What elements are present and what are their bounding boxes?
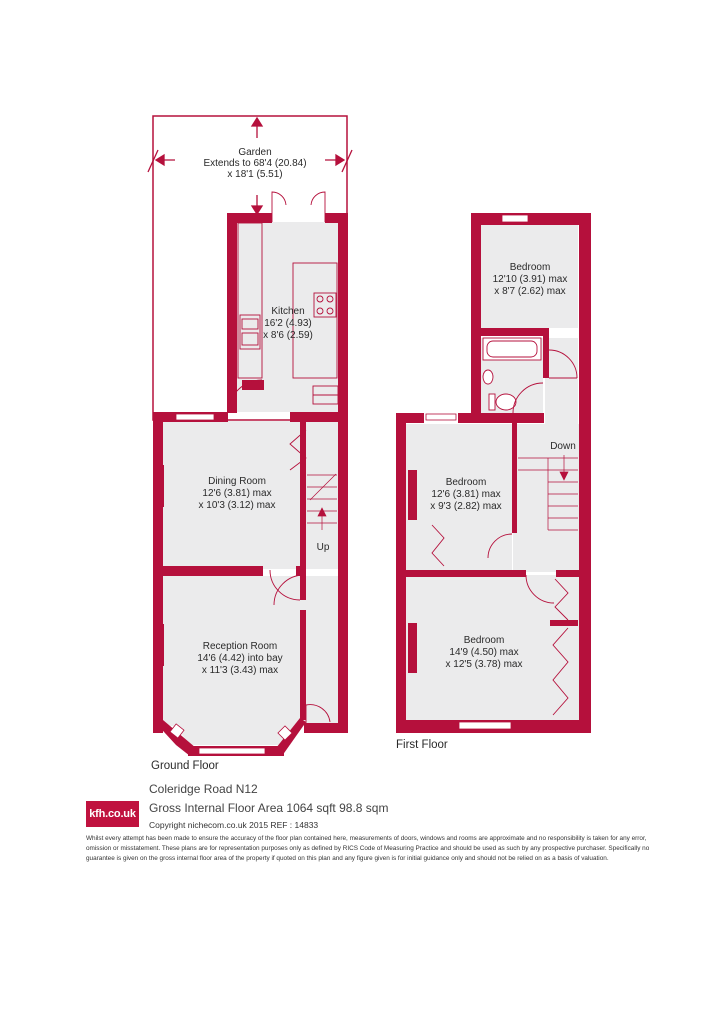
disclaimer-text: Whilst every attempt has been made to ensure the accuracy of the floor plan contained here, measurements of doors, windows and rooms are approximate and no responsibility is taken for any error, omission or misstatement. These plans are for representation purposes only as defined by RICS Code of Measuring Practice and should be used as such by any prospective purchaser. Specifically no guarantee is given on the gross internal floor area of the property if quoted on this plan and any figure given is for initial guidance only and should not be relied on as a basis of valuation. (86, 835, 650, 863)
reception-room-name: Reception Room (202, 641, 278, 652)
middle-bedroom-dimension-1: 12'6 (3.81) max (431, 489, 501, 500)
ground-floor-plan (148, 116, 352, 756)
middle-bedroom-dimension-2: x 9'3 (2.82) max (430, 501, 502, 512)
kfh-logo: kfh.co.uk (86, 801, 139, 827)
rear-bedroom-dimension-2: x 8'7 (2.62) max (494, 286, 566, 297)
front-bedroom-name: Bedroom (463, 635, 505, 646)
front-bedroom-dimension-1: 14'9 (4.50) max (449, 647, 519, 658)
landing-upper-floor (545, 338, 578, 424)
dining-room-name: Dining Room (208, 476, 266, 487)
kitchen-dimension-2: x 8'6 (2.59) (263, 330, 313, 341)
property-address: Coleridge Road N12 (149, 782, 258, 796)
stairs-up-label: Up (316, 542, 330, 553)
rear-bedroom-dimension-1: 12'10 (3.91) max (492, 274, 568, 285)
first-floor-plan (396, 213, 591, 733)
dining-room-dimension-2: x 10'3 (3.12) max (198, 500, 276, 511)
kitchen-name: Kitchen (271, 306, 305, 317)
kitchen-dimension-1: 16'2 (4.93) (264, 318, 312, 329)
garden-name: Garden (238, 147, 272, 158)
rear-bedroom-name: Bedroom (509, 262, 551, 273)
floor-area: Gross Internal Floor Area 1064 sqft 98.8 sqm (149, 801, 389, 815)
dining-room-dimension-1: 12'6 (3.81) max (202, 488, 272, 499)
copyright-notice: Copyright nichecom.co.uk 2015 REF : 14833 (149, 820, 319, 830)
garden-dimension-2: x 18'1 (5.51) (227, 169, 283, 180)
ground-floor-label: Ground Floor (151, 760, 219, 772)
reception-room-dimension-2: x 11'3 (3.43) max (201, 665, 279, 676)
garden-dimension-1: Extends to 68'4 (20.84) (203, 158, 307, 169)
reception-room-dimension-1: 14'6 (4.42) into bay (197, 653, 283, 664)
middle-bedroom-name: Bedroom (445, 477, 487, 488)
front-bedroom-dimension-2: x 12'5 (3.78) max (445, 659, 523, 670)
first-floor-label: First Floor (396, 739, 448, 751)
stairs-down-label: Down (550, 441, 576, 452)
